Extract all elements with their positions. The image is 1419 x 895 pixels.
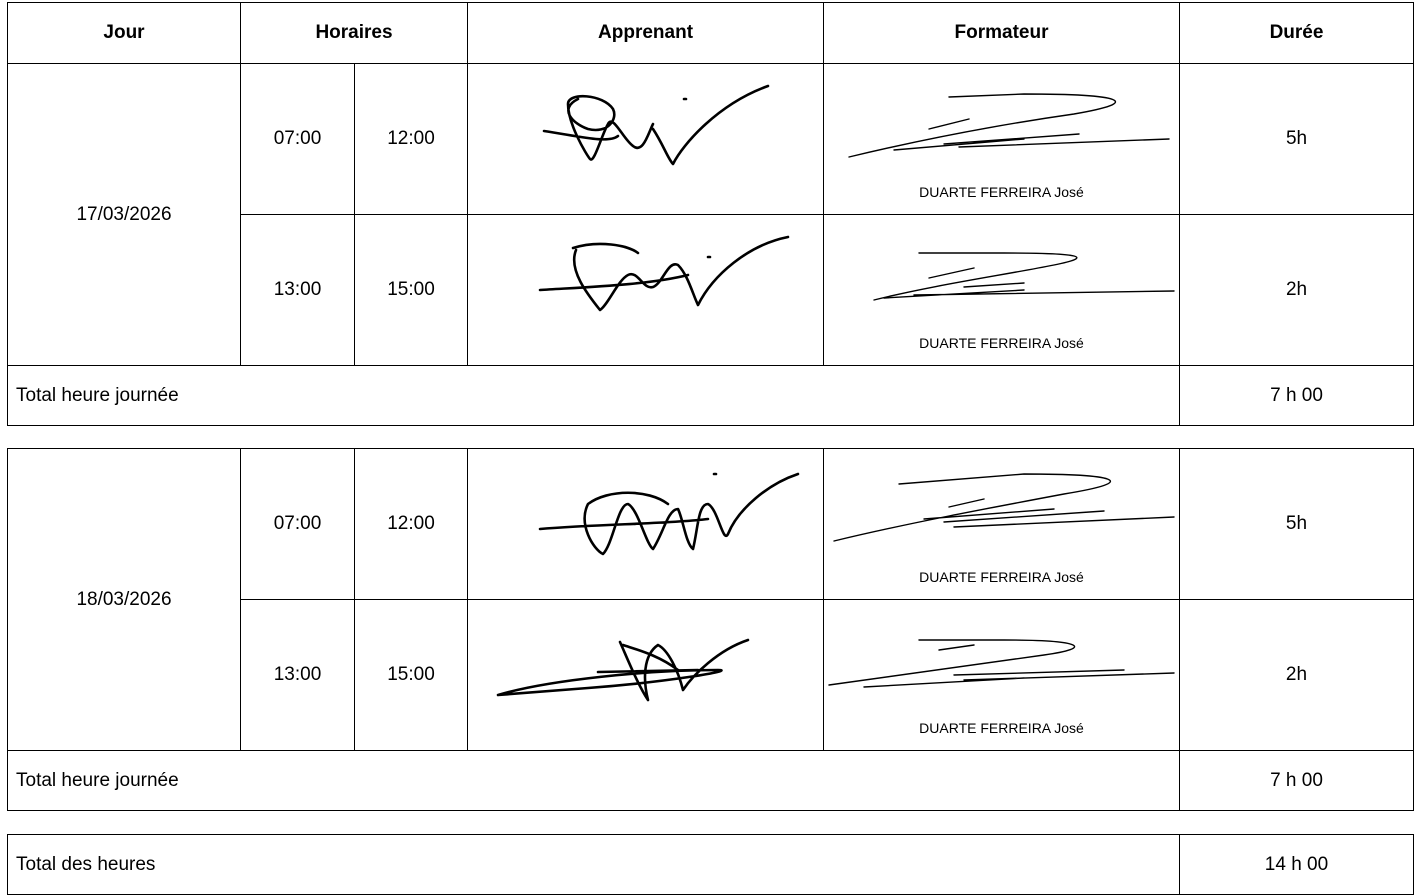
header-jour: Jour — [8, 3, 241, 64]
trainer-name: DUARTE FERREIRA José — [919, 184, 1084, 200]
session-duration: 5h — [1180, 449, 1414, 600]
session-end: 15:00 — [355, 215, 468, 366]
session-start: 13:00 — [241, 215, 355, 366]
session-end: 15:00 — [355, 600, 468, 751]
grand-total-table — [7, 834, 1414, 895]
session-start: 13:00 — [241, 600, 355, 751]
header-row — [8, 3, 1414, 64]
day-date: 17/03/2026 — [8, 64, 241, 366]
day-total-row — [8, 751, 1414, 811]
learner-signature-image — [468, 449, 822, 599]
trainer-signature-cell — [824, 64, 1180, 215]
trainer-signature-image — [824, 449, 1178, 569]
learner-signature — [468, 215, 824, 366]
trainer-signature-image — [824, 600, 1178, 720]
trainer-signature-image — [824, 64, 1178, 184]
day-total-label: Total heure journée — [8, 751, 1180, 811]
attendance-table-day1 — [7, 2, 1414, 426]
header-horaires: Horaires — [241, 3, 468, 64]
learner-signature-image — [468, 215, 822, 365]
trainer-signature-image — [824, 215, 1178, 335]
learner-signature — [468, 600, 824, 751]
attendance-table-day2 — [7, 448, 1414, 811]
day-total-label: Total heure journée — [8, 366, 1180, 426]
learner-signature-image — [468, 64, 822, 214]
trainer-signature-cell — [824, 215, 1180, 366]
session-duration: 2h — [1180, 215, 1414, 366]
learner-signature — [468, 64, 824, 215]
learner-signature — [468, 449, 824, 600]
day-date: 18/03/2026 — [8, 449, 241, 751]
trainer-name: DUARTE FERREIRA José — [919, 569, 1084, 585]
grand-total-label: Total des heures — [8, 835, 1180, 895]
trainer-name: DUARTE FERREIRA José — [919, 335, 1084, 351]
header-duree: Durée — [1180, 3, 1414, 64]
day-total-value: 7 h 00 — [1180, 751, 1414, 811]
header-formateur: Formateur — [824, 3, 1180, 64]
trainer-signature-cell — [824, 600, 1180, 751]
grand-total-row — [8, 835, 1414, 895]
trainer-name: DUARTE FERREIRA José — [919, 720, 1084, 736]
session-row — [8, 64, 1414, 215]
session-end: 12:00 — [355, 449, 468, 600]
day-total-row — [8, 366, 1414, 426]
grand-total-value: 14 h 00 — [1180, 835, 1414, 895]
header-apprenant: Apprenant — [468, 3, 824, 64]
session-duration: 5h — [1180, 64, 1414, 215]
session-row — [8, 449, 1414, 600]
session-start: 07:00 — [241, 64, 355, 215]
session-duration: 2h — [1180, 600, 1414, 751]
learner-signature-image — [468, 600, 822, 750]
session-start: 07:00 — [241, 449, 355, 600]
trainer-signature-cell — [824, 449, 1180, 600]
day-total-value: 7 h 00 — [1180, 366, 1414, 426]
session-end: 12:00 — [355, 64, 468, 215]
